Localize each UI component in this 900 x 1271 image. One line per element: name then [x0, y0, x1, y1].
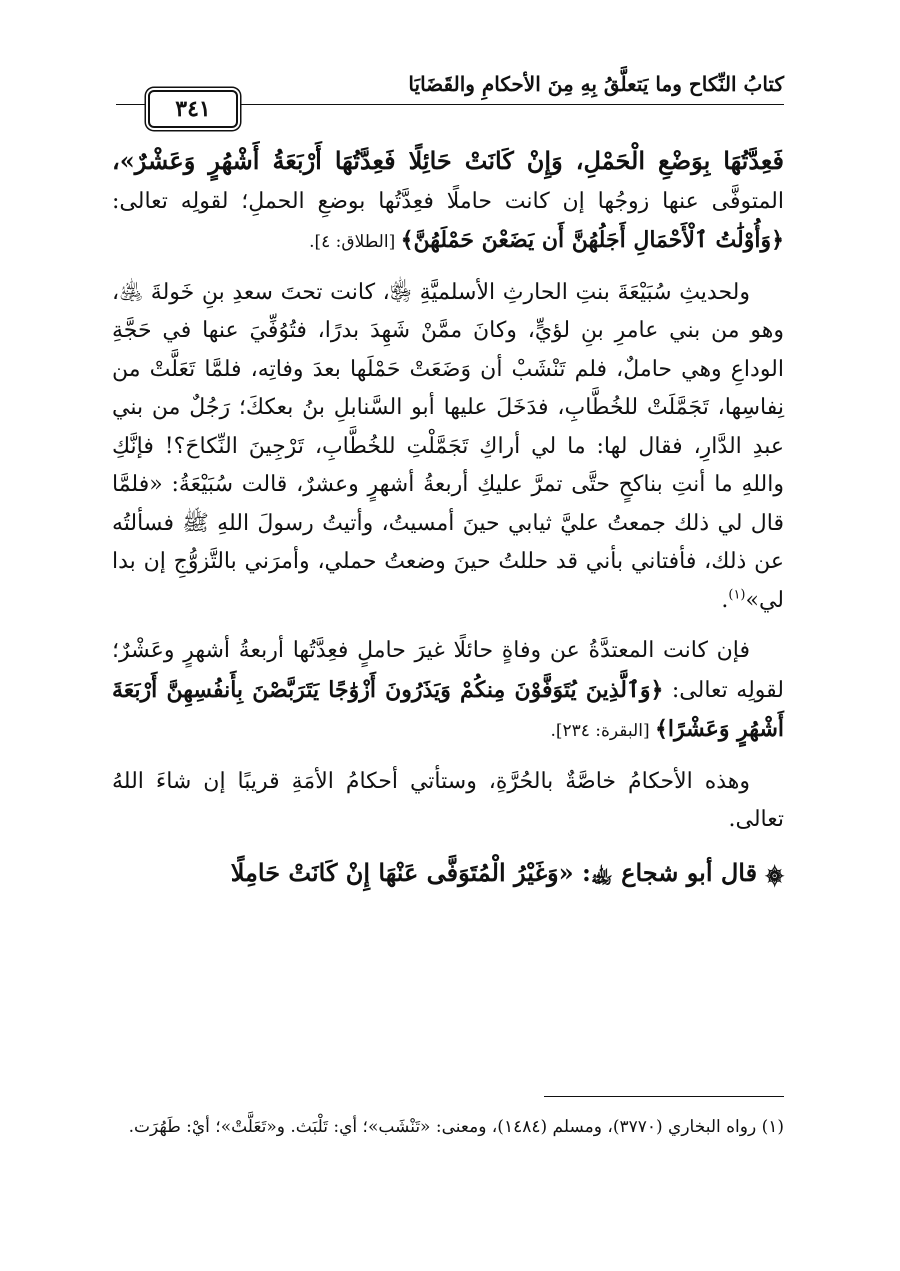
- quran-verse-baqara: ﴿وَٱلَّذِينَ يُتَوَفَّوْنَ مِنكُمْ وَيَذَرُونَ أَزْوَٰجًا يَتَرَبَّصْنَ بِأَنفُسِهِنَّ أَرْبَعَةَ أَشْهُرٍ وَعَشْرًا﴾: [112, 676, 784, 742]
- quran-reference-talaq: [الطلاق: ٤].: [309, 232, 401, 252]
- paragraph-3: [112, 632, 784, 751]
- matn-lead: فَعِدَّتُهَا بِوَضْعِ الْحَمْلِ، وَإِنْ كَانَتْ حَائِلًا فَعِدَّتُهَا أَرْبَعَةُ أَشْهُرٍ وَعَشْرٌ»،: [112, 146, 784, 175]
- paragraph-2-end: .: [721, 587, 729, 613]
- footnote-rule: [544, 1096, 784, 1097]
- paragraph-2: [112, 274, 784, 621]
- page-number: ٣٤١: [148, 90, 238, 128]
- quran-verse-talaq: ﴿وَأُوْلَٰتُ ٱلْأَحْمَالِ أَجَلُهُنَّ أَن يَضَعْنَ حَمْلَهُنَّ﴾: [400, 227, 784, 253]
- paragraph-1-text: المتوفَّى عنها زوجُها إن كانت حاملًا فعِدَّتُها بوضعِ الحملِ؛ لقولِه تعالى:: [112, 188, 784, 214]
- paragraph-1: [112, 142, 784, 262]
- paragraph-4: وهذه الأحكامُ خاصَّةٌ بالحُرَّةِ، وستأتي أحكامُ الأمَةِ قريبًا إن شاءَ اللهُ تعالى.: [112, 768, 784, 832]
- main-text: [112, 142, 784, 904]
- footnote-marker: (١): [728, 587, 746, 603]
- footnote-1: (١) رواه البخاري (٣٧٧٠)، ومسلم (١٤٨٤)، ومعنى: «تَنْشَب»؛ أي: تَلْبَث. و«تَعَلَّتْ»؛ أيْ: طَهُرَت.: [128, 1117, 784, 1137]
- hadith-text: ولحديثِ سُبَيْعَةَ بنتِ الحارثِ الأسلميَّةِ ﵂، كانت تحتَ سعدِ بنِ خَولةَ ﵁، وهو من بني عامرِ بنِ لؤيٍّ، وكانَ ممَّنْ شَهِدَ بدرًا، فتُوُفِّيَ عنها في حَجَّةِ الوداعِ وهي حاملٌ، فلم تَنْشَبْ أن وَضَعَتْ حَمْلَها بعدَ وفاتِه، فلمَّا تَعَلَّتْ من نِفاسِها، تَجَمَّلَتْ للخُطَّابِ، فدَخَلَ عليها أبو السَّنابلِ بنُ بعككَ؛ رَجُلٌ من بني عبدِ الدَّارِ، فقال لها: ما لي أراكِ تَجَمَّلْتِ للخُطَّابِ، تَرْجِينَ النِّكاحَ؟! فإنَّكِ واللهِ ما أنتِ بناكحٍ حتَّى تمرَّ عليكِ أربعةُ أشهرٍ وعشرٌ، قالت سُبَيْعَةُ: «فلمَّا قال لي ذلك جمعتُ عليَّ ثيابي حينَ أمسيتُ، وأتيتُ رسولَ اللهِ ﷺ فسألتُه عن ذلك، فأفتاني بأني قد حللتُ حينَ وضعتُ حملي، وأمرَني بالتَّزوُّجِ إن بدا لي»: [112, 279, 784, 613]
- matn-next-section: ۞ قال أبو شجاع ﵀: «وَغَيْرُ الْمُتَوَفَّى عَنْهَا إِنْ كَانَتْ حَامِلًا: [230, 857, 784, 887]
- paragraph-3-text: فإن كانت المعتدَّةُ عن وفاةٍ حائلًا غيرَ حاملٍ فعِدَّتُها أربعةُ أشهرٍ وعَشْرٌ؛ لقولِه تعالى:: [112, 638, 785, 703]
- quran-reference-baqara: [البقرة: ٢٣٤].: [550, 721, 655, 741]
- running-title: كتابُ النِّكاح وما يَتعلَّقُ بِهِ مِنَ الأحكامِ والقَضَايَا: [408, 72, 784, 96]
